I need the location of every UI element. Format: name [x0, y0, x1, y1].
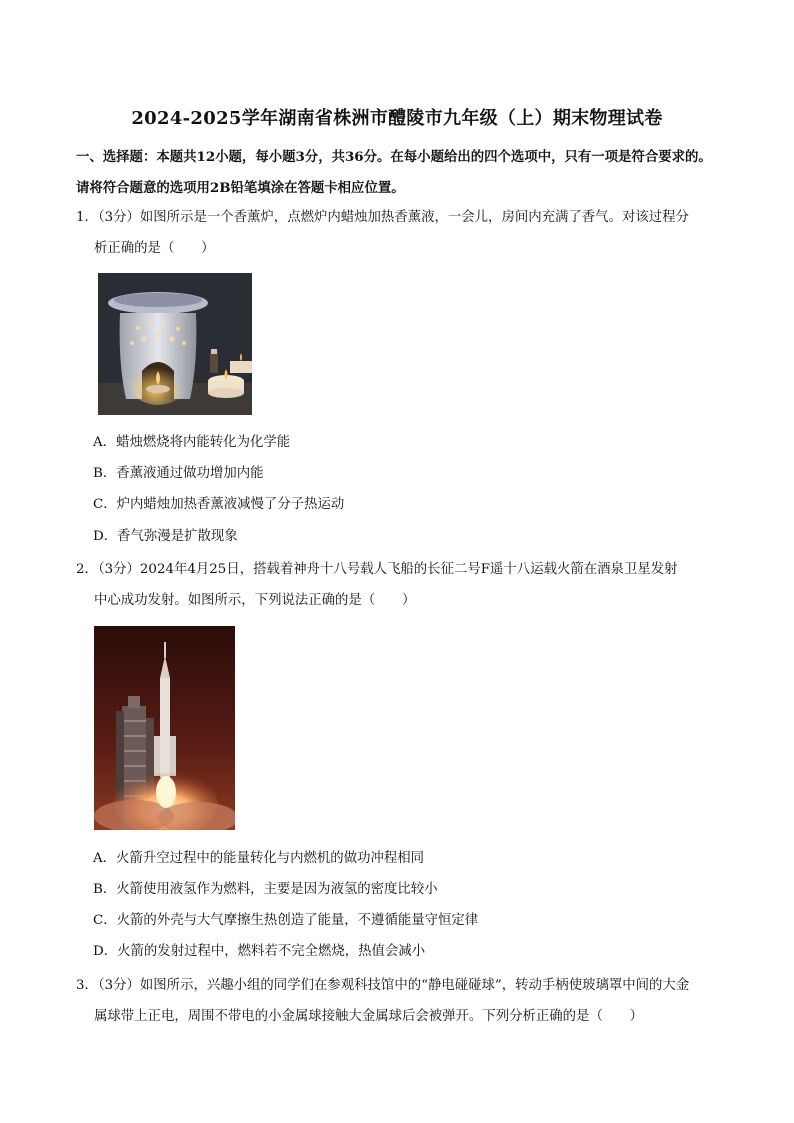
- aroma-burner-image: [98, 273, 252, 415]
- rocket-launch-image: [94, 626, 235, 830]
- question-2-line2: 中心成功发射。如图所示，下列说法正确的是（ ）: [94, 593, 416, 608]
- question-2: [76, 554, 726, 616]
- question-1-option-c: C．炉内蜡烛加热香薰液减慢了分子热运动: [93, 497, 345, 512]
- question-1-option-a: A．蜡烛燃烧将内能转化为化学能: [93, 435, 291, 450]
- question-1-line1: 1．（3分）如图所示是一个香薰炉，点燃炉内蜡烛加热香薰液，一会儿，房间内充满了香气。对该过程分: [76, 210, 689, 225]
- rocket-launch-illustration: [94, 626, 235, 830]
- question-2-option-a: A．火箭升空过程中的能量转化与内燃机的做功冲程相同: [93, 851, 425, 866]
- question-1-option-b: B．香薰液通过做功增加内能: [93, 466, 264, 481]
- question-2-option-c: C．火箭的外壳与大气摩擦生热创造了能量，不遵循能量守恒定律: [93, 913, 479, 928]
- exam-title: 2024-2025学年湖南省株洲市醴陵市九年级（上）期末物理试卷: [131, 108, 663, 129]
- question-1-option-d: D．香气弥漫是扩散现象: [93, 529, 238, 544]
- question-2-line1: 2．（3分）2024年4月25日，搭载着神舟十八号载人飞船的长征二号F遥十八运载火箭在酒泉卫星发射: [76, 562, 678, 577]
- question-1: [76, 202, 726, 264]
- question-2-option-b: B．火箭使用液氢作为燃料，主要是因为液氢的密度比较小: [93, 882, 438, 897]
- section-header: 一、选择题：本题共12小题，每小题3分，共36分。在每小题给出的四个选项中，只有一项是符合要求的。请将符合题意的选项用2B铅笔填涂在答题卡相应位置。: [76, 149, 712, 196]
- question-3: [76, 970, 726, 1032]
- question-2-option-d: D．火箭的发射过程中，燃料若不完全燃烧，热值会减小: [93, 944, 426, 959]
- aroma-burner-illustration: [98, 273, 252, 415]
- question-3-line2: 属球带上正电，周围不带电的小金属球接触大金属球后会被弹开。下列分析正确的是（ ）: [94, 1009, 644, 1024]
- question-1-line2: 析正确的是（ ）: [94, 241, 215, 256]
- question-3-line1: 3．（3分）如图所示，兴趣小组的同学们在参观科技馆中的“静电碰碰球”，转动手柄使玻璃罩中间的大金: [76, 978, 690, 993]
